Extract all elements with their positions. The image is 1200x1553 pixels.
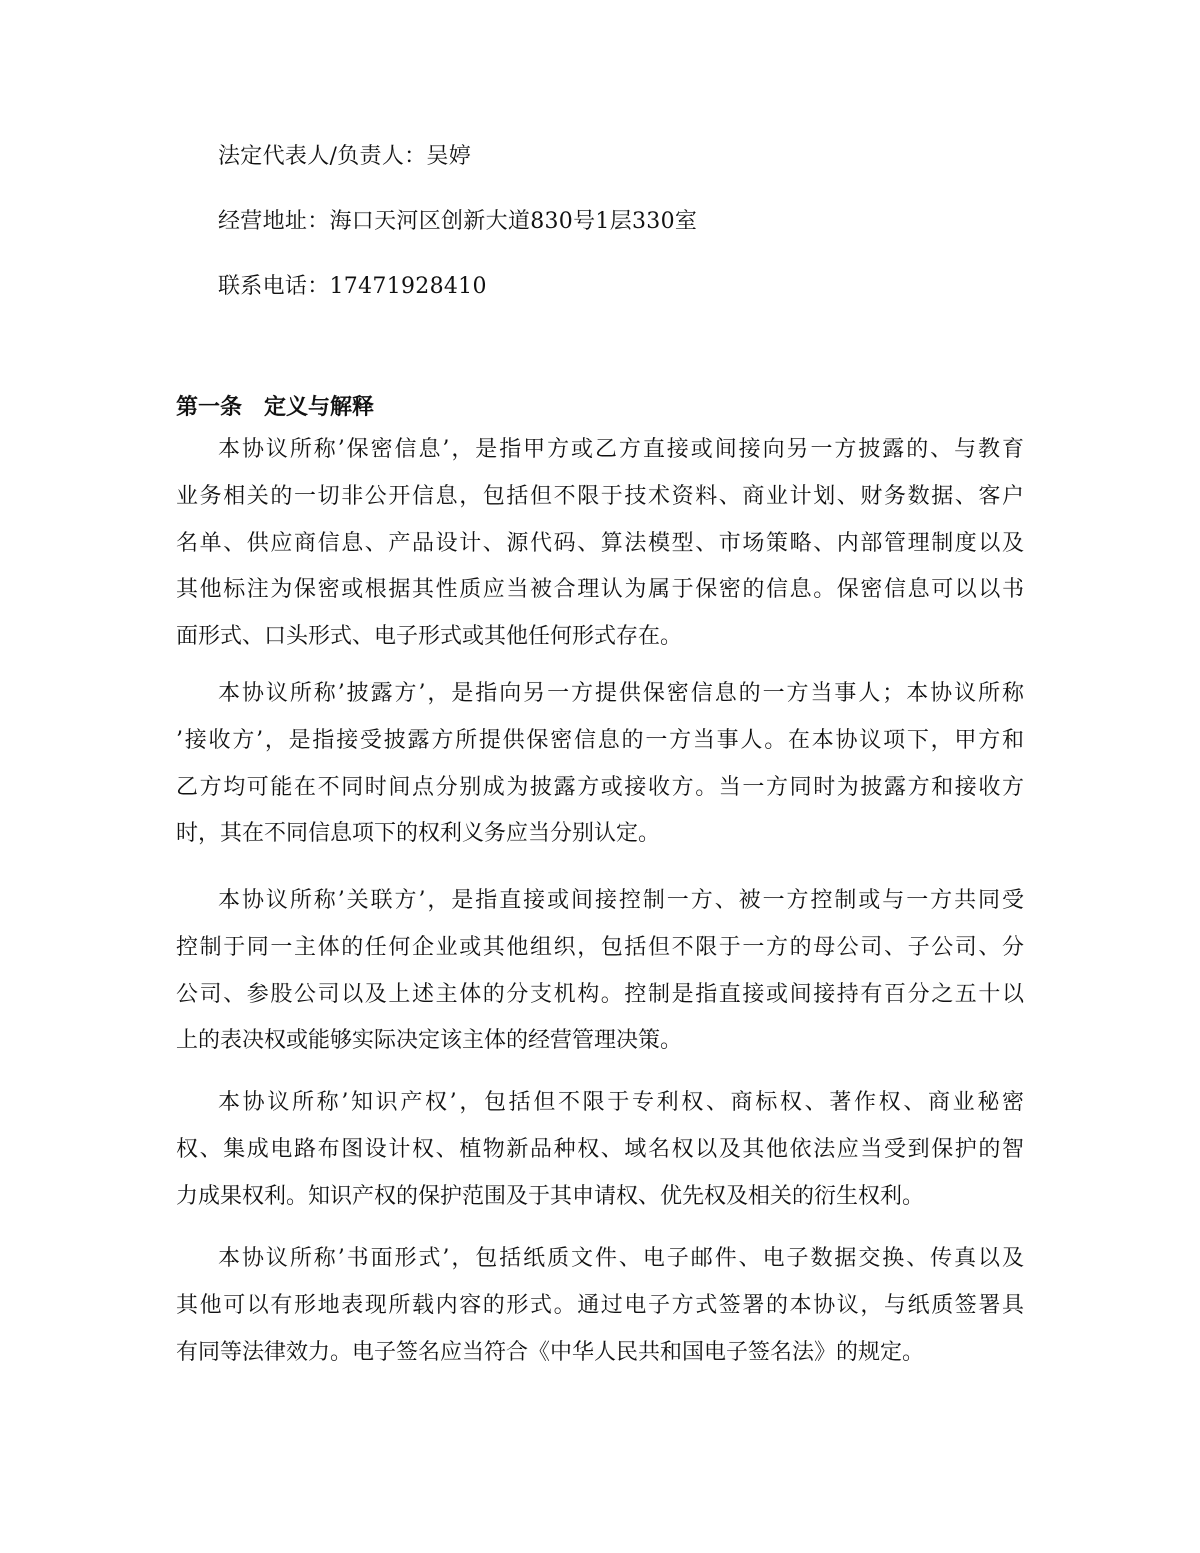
contact-phone-line: 联系电话：17471928410 [218,274,487,299]
paragraph-line: ’接收方’，是指接受披露方所提供保密信息的一方当事人。在本协议项下，甲方和 [176,727,1024,753]
legal-representative-line: 法定代表人/负责人：吴婷 [218,144,472,169]
paragraph-line: 时，其在不同信息项下的权利义务应当分别认定。 [176,821,661,847]
paragraph-line: 上的表决权或能够实际决定该主体的经营管理决策。 [176,1028,683,1054]
paragraph-line: 本协议所称’知识产权’，包括但不限于专利权、商标权、著作权、商业秘密 [218,1090,1024,1115]
paragraph-line: 力成果权利。知识产权的保护范围及于其申请权、优先权及相关的衍生权利。 [176,1183,925,1209]
article-heading [176,393,374,423]
definition-paragraph-intellectual-property [176,1080,1024,1220]
paragraph-line: 本协议所称’书面形式’，包括纸质文件、电子邮件、电子数据交换、传真以及 [218,1246,1024,1271]
article-number: 第一条 [176,395,243,420]
paragraph-line: 其他可以有形地表现所载内容的形式。通过电子方式签署的本协议，与纸质签署具 [176,1292,1024,1318]
paragraph-line: 本协议所称’关联方’，是指直接或间接控制一方、被一方控制或与一方共同受 [218,888,1024,913]
definition-paragraph-parties [176,671,1024,858]
paragraph-line: 名单、供应商信息、产品设计、源代码、算法模型、市场策略、内部管理制度以及 [176,530,1024,556]
paragraph-line: 乙方均可能在不同时间点分别成为披露方或接收方。当一方同时为披露方和接收方 [176,774,1024,800]
paragraph-line: 本协议所称’保密信息’，是指甲方或乙方直接或间接向另一方披露的、与教育 [218,437,1024,462]
definition-paragraph-written-form [176,1236,1024,1376]
paragraph-line: 其他标注为保密或根据其性质应当被合理认为属于保密的信息。保密信息可以以书 [176,577,1024,603]
paragraph-line: 业务相关的一切非公开信息，包括但不限于技术资料、商业计划、财务数据、客户 [176,483,1024,509]
paragraph-line: 面形式、口头形式、电子形式或其他任何形式存在。 [176,624,683,650]
paragraph-line: 有同等法律效力。电子签名应当符合《中华人民共和国电子签名法》的规定。 [176,1339,925,1365]
paragraph-line: 本协议所称’披露方’，是指向另一方提供保密信息的一方当事人；本协议所称 [218,681,1024,706]
definition-paragraph-confidential-info [176,427,1024,661]
business-address-line: 经营地址：海口天河区创新大道830号1层330室 [218,209,698,234]
paragraph-line: 控制于同一主体的任何企业或其他组织，包括但不限于一方的母公司、子公司、分 [176,934,1024,960]
paragraph-line: 权、集成电路布图设计权、植物新品种权、域名权以及其他依法应当受到保护的智 [176,1136,1024,1162]
paragraph-line: 公司、参股公司以及上述主体的分支机构。控制是指直接或间接持有百分之五十以 [176,981,1024,1007]
article-title: 定义与解释 [264,395,375,420]
definition-paragraph-affiliates [176,878,1024,1065]
